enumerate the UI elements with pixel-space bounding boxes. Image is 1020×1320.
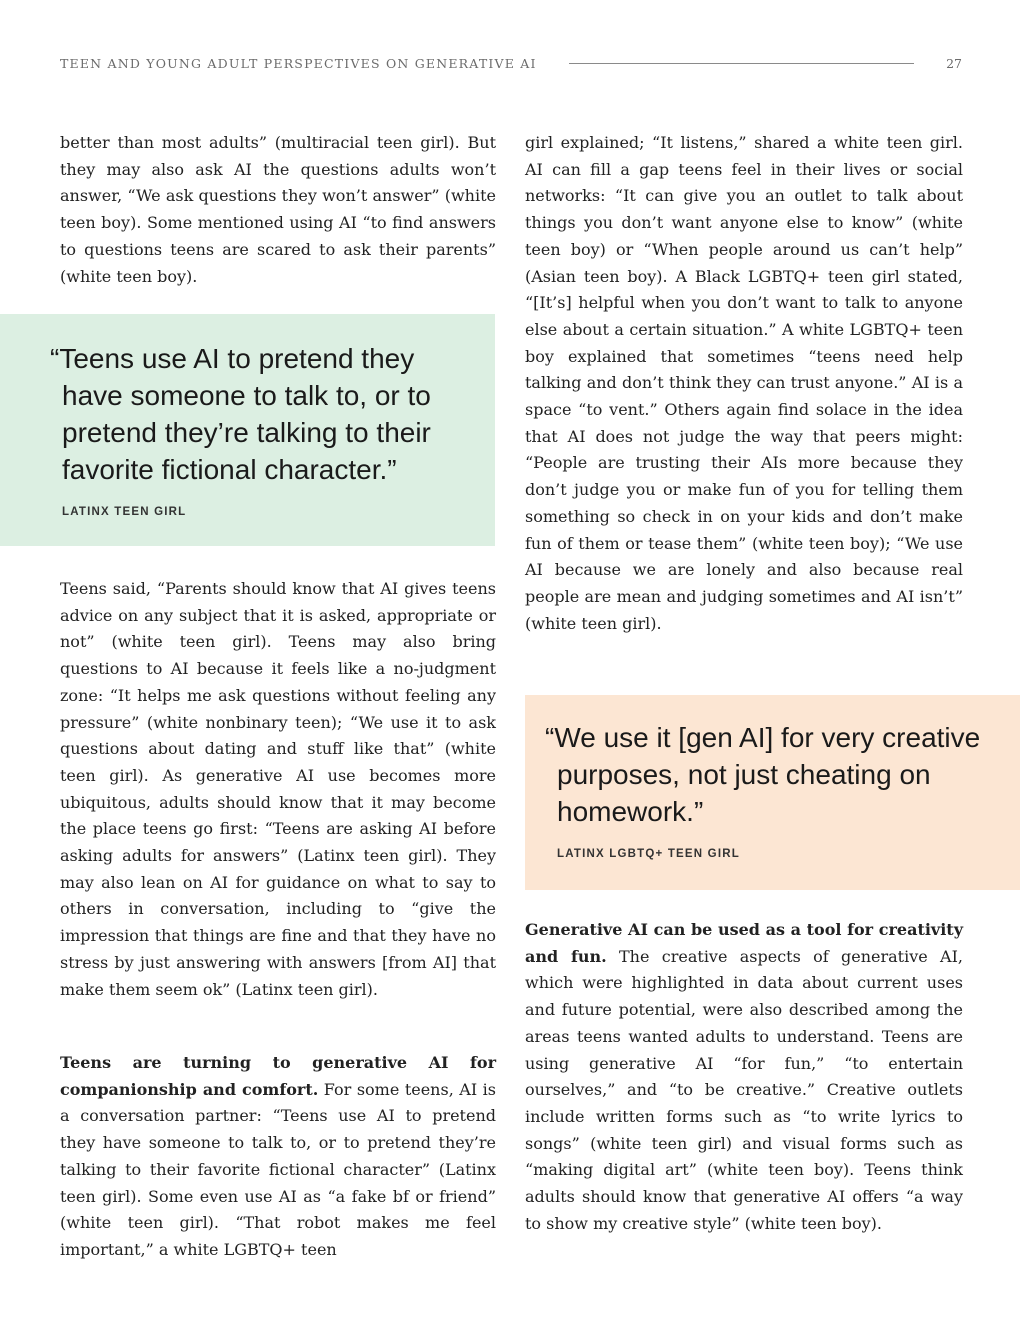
left-paragraph-1: better than most adults” (multiracial teen girl). But they may also ask AI the questions adults won’t answer, “We ask questions they won’t answer” (white teen boy). Some mentioned using AI “to find answers to questions teens are scared to ask their parents” (white teen boy). [60, 133, 496, 286]
pull-quote-creativity [525, 695, 1020, 890]
right-paragraph-2 [525, 917, 963, 1237]
header-rule [569, 63, 915, 64]
pull-quote-attribution: LATINX LGBTQ+ TEEN GIRL [557, 848, 740, 860]
left-paragraph-3-body: For some teens, AI is a conversation partner: “Teens use AI to pretend they have someone to talk to, or to pretend they’re talking to their favorite fictional character” (Latinx teen girl). Some even use AI as “a fake bf or friend” (white teen girl). “That robot makes me feel important,” a white LGBTQ+ teen [60, 1079, 497, 1259]
right-paragraph-1: girl explained; “It listens,” shared a white teen girl. AI can fill a gap teens feel in their lives or social networks: “It can give you an outlet to talk about things you don’t want anyone else to know” (white teen boy) or “When people around us can’t help” (Asian teen boy). A Black LGBTQ+ teen girl stated, “[It’s] helpful when you don’t want to talk to anyone else about a certain situation.” A white LGBTQ+ teen boy explained that sometimes “teens need help talking and don’t think they can trust anyone.” AI is a space “to vent.” Others again find solace in the idea that AI does not judge the way that peers might: “People are trusting their AIs more because they don’t judge you or make fun of you for telling them something so check in on your kids and don’t make fun of them or tease them” (white teen boy); “We use AI because we are lonely and also because real people are mean and judging sometimes and AI isn’t” (white teen girl). [525, 133, 963, 633]
section-lead-creativity: Generative AI can be used as a tool for creativity and fun. [525, 920, 963, 966]
section-lead-companionship: Teens are turning to generative AI for companionship and comfort. [60, 1053, 496, 1099]
page-number: 27 [946, 55, 962, 71]
pull-quote-attribution: LATINX TEEN GIRL [62, 506, 187, 518]
pull-quote-companionship [0, 314, 495, 546]
right-paragraph-2-body: The creative aspects of generative AI, which were highlighted in data about current uses and future potential, were also described among the areas teens wanted adults to understand. Teens are using generative AI “for fun,” “to entertain ourselves,” and “to be creative.” Creative outlets include written forms such as “to write lyrics to songs” (white teen girl) and visual forms such as “making digital art” (white teen boy). Teens think adults should know that generative AI offers “a way to show my creative style” (white teen boy). [525, 946, 963, 1233]
running-header [60, 53, 962, 73]
left-paragraph-2: Teens said, “Parents should know that AI gives teens advice on any subject that it is asked, appropriate or not” (white teen girl). Teens may also bring questions to AI because it feels like a no-judgment zone: “It helps me ask questions without feeling any pressure” (white nonbinary teen); “We use it to ask questions about dating and stuff like that” (white teen girl). As generative AI use becomes more ubiquitous, adults should know that it may become the place teens go first: “Teens are asking AI before asking adults for answers” (Latinx teen girl). They may also lean on AI for guidance on what to say to others in conversation, including to “give the impression that things are fine and that they have no stress by just answering with answers [from AI] that make them seem ok” (Latinx teen girl). [60, 579, 496, 999]
pull-quote-text: “We use it [gen AI] for very creative purposes, not just cheating on homework.” [545, 722, 981, 827]
header-title: TEEN AND YOUNG ADULT PERSPECTIVES ON GENERATIVE AI [60, 55, 537, 71]
left-paragraph-3 [60, 1050, 496, 1264]
pull-quote-text: “Teens use AI to pretend they have someone to talk to, or to pretend they’re talking to their favorite fictional character.” [50, 343, 431, 485]
